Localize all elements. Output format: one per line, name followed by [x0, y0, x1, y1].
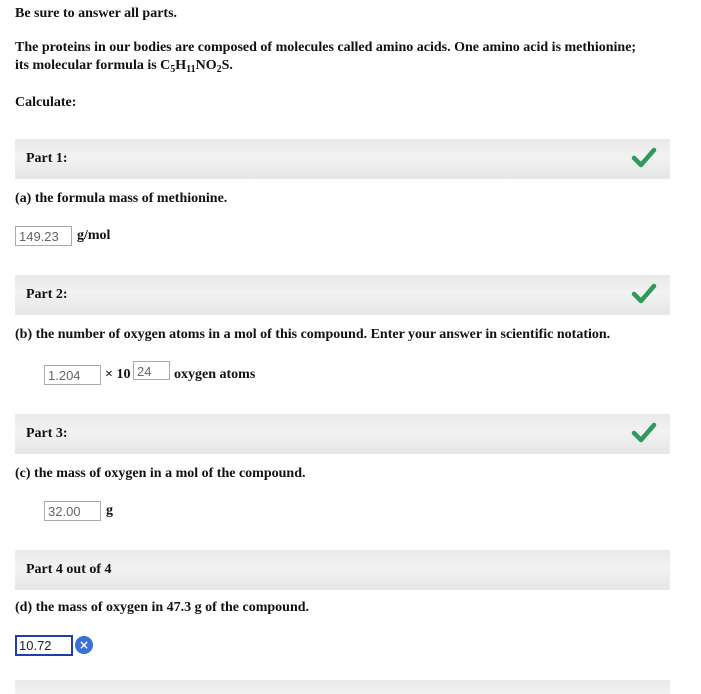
checkmark-icon [631, 281, 657, 307]
part-2-mantissa-input[interactable]: 1.204 [44, 365, 101, 385]
formula-c-subscript: 5 [170, 64, 176, 75]
part-1-unit: g/mol [77, 228, 111, 243]
part-2-exponent-input[interactable]: 24 [133, 361, 170, 380]
next-section-header [15, 680, 670, 694]
part-3-question: (c) the mass of oxygen in a mol of the compound. [15, 466, 306, 481]
clear-answer-button[interactable]: × [75, 636, 93, 654]
formula-h: H [175, 58, 187, 73]
part-2-header [15, 275, 670, 315]
part-2-title: Part 2: [26, 287, 68, 302]
intro-line-1: The proteins in our bodies are composed of molecules called amino acids. One amino acid is methionine; [15, 40, 637, 55]
intro-prefix: its molecular formula is C [15, 58, 171, 73]
part-4-answer-input[interactable]: 10.72 [15, 635, 73, 656]
part-4-question: (d) the mass of oxygen in 47.3 g of the compound. [15, 600, 310, 615]
calculate-label: Calculate: [15, 95, 77, 110]
part-4-header [15, 550, 670, 590]
part-3-unit: g [106, 503, 113, 518]
checkmark-icon [631, 145, 657, 171]
part-1-header [15, 139, 670, 179]
part-2-unit: oxygen atoms [174, 367, 256, 382]
formula-no: NO [195, 58, 217, 73]
checkmark-icon [631, 420, 657, 446]
formula-o-subscript: 2 [216, 64, 222, 75]
intro-line-2 [15, 58, 233, 74]
part-1-question: (a) the formula mass of methionine. [15, 191, 228, 206]
part-3-header [15, 414, 670, 454]
instructions-text: Be sure to answer all parts. [15, 6, 178, 21]
part-3-title: Part 3: [26, 426, 68, 441]
formula-tail: S. [221, 58, 233, 73]
times-ten-label: × 10 [105, 367, 131, 382]
part-1-answer-input[interactable]: 149.23 [15, 226, 72, 246]
part-1-title: Part 1: [26, 151, 68, 166]
part-2-question: (b) the number of oxygen atoms in a mol of this compound. Enter your answer in scientific notation. [15, 327, 611, 342]
formula-h-subscript: 11 [186, 64, 196, 75]
part-4-title: Part 4 out of 4 [26, 562, 112, 577]
part-3-answer-input[interactable]: 32.00 [44, 501, 101, 521]
